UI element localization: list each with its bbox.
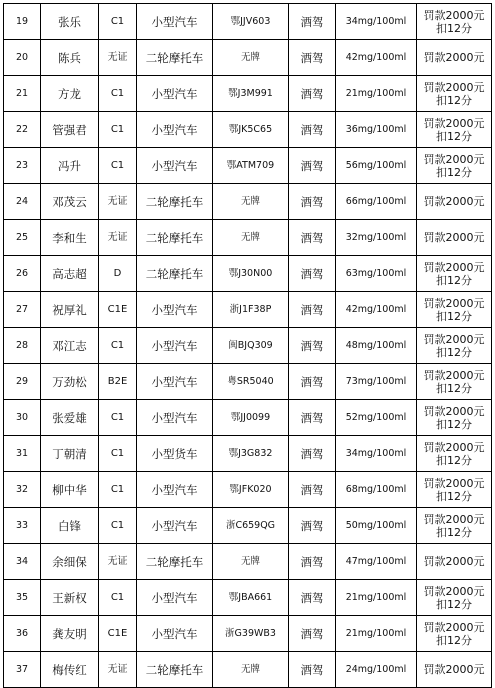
driver-name-cell: 柳中华 [41,472,99,508]
violation-type-cell: 酒驾 [289,652,336,688]
table-row [4,436,492,472]
plate-number-cell: 鄂J30N00 [213,256,289,292]
penalty-cell [417,580,492,616]
violation-type-cell: 酒驾 [289,4,336,40]
penalty-line: 扣12分 [436,489,472,503]
penalty-line: 扣12分 [436,597,472,611]
row-number-cell: 31 [4,436,41,472]
penalty-cell [417,292,492,328]
vehicle-type-cell: 小型汽车 [137,328,213,364]
row-number-cell: 22 [4,112,41,148]
row-number-cell: 30 [4,400,41,436]
alcohol-level-cell: 34mg/100ml [336,4,417,40]
license-class-cell: 无证 [99,220,137,256]
license-class-cell: 无证 [99,544,137,580]
plate-number-cell: 浙G39WB3 [213,616,289,652]
penalty-line: 罚款2000元 [423,195,485,208]
row-number-cell: 28 [4,328,41,364]
table-row [4,616,492,652]
alcohol-level-cell: 34mg/100ml [336,436,417,472]
penalty-line: 罚款2000元 [423,8,485,22]
violation-type-cell: 酒驾 [289,184,336,220]
violation-type-cell: 酒驾 [289,400,336,436]
row-number-cell: 20 [4,40,41,76]
penalty-line: 罚款2000元 [423,332,485,346]
violation-type-cell: 酒驾 [289,40,336,76]
alcohol-level-cell: 42mg/100ml [336,40,417,76]
row-number-cell: 34 [4,544,41,580]
violation-type-cell: 酒驾 [289,76,336,112]
vehicle-type-cell: 小型货车 [137,436,213,472]
violation-type-cell: 酒驾 [289,112,336,148]
vehicle-type-cell: 二轮摩托车 [137,184,213,220]
penalty-line: 罚款2000元 [423,368,485,382]
license-class-cell: C1 [99,76,137,112]
table-row [4,220,492,256]
violation-type-cell: 酒驾 [289,508,336,544]
table-row [4,400,492,436]
plate-number-cell: 鄂J3M991 [213,76,289,112]
penalty-line: 罚款2000元 [423,260,485,274]
driver-name-cell: 冯升 [41,148,99,184]
penalty-cell [417,148,492,184]
table-row [4,472,492,508]
driver-name-cell: 邓茂云 [41,184,99,220]
violation-type-cell: 酒驾 [289,328,336,364]
license-class-cell: 无证 [99,40,137,76]
penalty-cell [417,508,492,544]
vehicle-type-cell: 小型汽车 [137,616,213,652]
plate-number-cell: 鄂JJ0099 [213,400,289,436]
violation-type-cell: 酒驾 [289,616,336,652]
driver-name-cell: 张爱雄 [41,400,99,436]
driver-name-cell: 高志超 [41,256,99,292]
driver-name-cell: 余细保 [41,544,99,580]
penalty-cell [417,112,492,148]
plate-number-cell: 浙J1F38P [213,292,289,328]
penalty-line: 罚款2000元 [423,440,485,454]
alcohol-level-cell: 66mg/100ml [336,184,417,220]
penalty-line: 扣12分 [436,309,472,323]
plate-number-cell: 鄂ATM709 [213,148,289,184]
table-row [4,76,492,112]
row-number-cell: 33 [4,508,41,544]
alcohol-level-cell: 21mg/100ml [336,580,417,616]
alcohol-level-cell: 48mg/100ml [336,328,417,364]
violation-type-cell: 酒驾 [289,364,336,400]
penalty-line: 扣12分 [436,21,472,35]
penalty-line: 罚款2000元 [423,51,485,64]
table-row [4,4,492,40]
license-class-cell: D [99,256,137,292]
driver-name-cell: 梅传红 [41,652,99,688]
row-number-cell: 26 [4,256,41,292]
license-class-cell: C1 [99,436,137,472]
license-class-cell: C1 [99,400,137,436]
violation-type-cell: 酒驾 [289,292,336,328]
driver-name-cell: 龚友明 [41,616,99,652]
driver-name-cell: 张乐 [41,4,99,40]
penalty-cell [417,652,492,688]
penalty-line: 罚款2000元 [423,620,485,634]
alcohol-level-cell: 63mg/100ml [336,256,417,292]
penalty-cell [417,220,492,256]
penalty-line: 扣12分 [436,417,472,431]
penalty-cell [417,364,492,400]
vehicle-type-cell: 小型汽车 [137,292,213,328]
vehicle-type-cell: 小型汽车 [137,364,213,400]
violation-type-cell: 酒驾 [289,220,336,256]
penalty-line: 罚款2000元 [423,404,485,418]
penalty-line: 扣12分 [436,273,472,287]
violation-type-cell: 酒驾 [289,148,336,184]
penalty-cell [417,184,492,220]
driver-name-cell: 方龙 [41,76,99,112]
driver-name-cell: 万劲松 [41,364,99,400]
penalty-line: 罚款2000元 [423,296,485,310]
plate-number-cell: 粤SR5040 [213,364,289,400]
driver-name-cell: 管强君 [41,112,99,148]
table-row [4,364,492,400]
penalty-cell [417,436,492,472]
penalty-line: 罚款2000元 [423,663,485,676]
alcohol-level-cell: 47mg/100ml [336,544,417,580]
driver-name-cell: 李和生 [41,220,99,256]
penalty-line: 扣12分 [436,93,472,107]
penalty-line: 罚款2000元 [423,152,485,166]
vehicle-type-cell: 小型汽车 [137,400,213,436]
penalty-cell [417,472,492,508]
alcohol-level-cell: 73mg/100ml [336,364,417,400]
penalty-line: 罚款2000元 [423,512,485,526]
driver-name-cell: 白锋 [41,508,99,544]
penalty-cell [417,544,492,580]
alcohol-level-cell: 50mg/100ml [336,508,417,544]
vehicle-type-cell: 小型汽车 [137,580,213,616]
row-number-cell: 35 [4,580,41,616]
alcohol-level-cell: 52mg/100ml [336,400,417,436]
driver-name-cell: 陈兵 [41,40,99,76]
license-class-cell: 无证 [99,184,137,220]
penalty-cell [417,328,492,364]
table-row [4,40,492,76]
penalty-line: 扣12分 [436,165,472,179]
penalty-cell [417,40,492,76]
row-number-cell: 19 [4,4,41,40]
vehicle-type-cell: 小型汽车 [137,112,213,148]
table-row [4,580,492,616]
vehicle-type-cell: 小型汽车 [137,472,213,508]
row-number-cell: 25 [4,220,41,256]
alcohol-level-cell: 36mg/100ml [336,112,417,148]
alcohol-level-cell: 21mg/100ml [336,616,417,652]
license-class-cell: C1 [99,328,137,364]
penalty-line: 扣12分 [436,129,472,143]
license-class-cell: C1 [99,508,137,544]
penalty-cell [417,4,492,40]
table-row [4,508,492,544]
penalty-cell [417,256,492,292]
plate-number-cell: 无牌 [213,544,289,580]
plate-number-cell: 无牌 [213,184,289,220]
violation-type-cell: 酒驾 [289,580,336,616]
penalty-line: 扣12分 [436,381,472,395]
plate-number-cell: 无牌 [213,220,289,256]
vehicle-type-cell: 二轮摩托车 [137,544,213,580]
vehicle-type-cell: 二轮摩托车 [137,652,213,688]
plate-number-cell: 无牌 [213,652,289,688]
violation-type-cell: 酒驾 [289,544,336,580]
table-row [4,184,492,220]
vehicle-type-cell: 小型汽车 [137,148,213,184]
row-number-cell: 32 [4,472,41,508]
penalty-line: 扣12分 [436,633,472,647]
alcohol-level-cell: 24mg/100ml [336,652,417,688]
plate-number-cell: 闽BJQ309 [213,328,289,364]
table-row [4,112,492,148]
row-number-cell: 23 [4,148,41,184]
row-number-cell: 24 [4,184,41,220]
plate-number-cell: 鄂JJV603 [213,4,289,40]
license-class-cell: C1 [99,472,137,508]
penalty-line: 罚款2000元 [423,116,485,130]
row-number-cell: 27 [4,292,41,328]
plate-number-cell: 鄂JBA661 [213,580,289,616]
license-class-cell: B2E [99,364,137,400]
penalty-cell [417,400,492,436]
license-class-cell: C1 [99,580,137,616]
license-class-cell: C1E [99,292,137,328]
table-row [4,328,492,364]
driver-name-cell: 邓江志 [41,328,99,364]
plate-number-cell: 鄂JFK020 [213,472,289,508]
table-body [4,4,492,688]
penalty-line: 扣12分 [436,453,472,467]
table-row [4,256,492,292]
violation-type-cell: 酒驾 [289,256,336,292]
license-class-cell: C1 [99,4,137,40]
vehicle-type-cell: 小型汽车 [137,76,213,112]
row-number-cell: 37 [4,652,41,688]
penalty-line: 扣12分 [436,345,472,359]
penalty-cell [417,616,492,652]
row-number-cell: 29 [4,364,41,400]
plate-number-cell: 无牌 [213,40,289,76]
table-row [4,148,492,184]
row-number-cell: 21 [4,76,41,112]
license-class-cell: C1 [99,148,137,184]
plate-number-cell: 鄂J3G832 [213,436,289,472]
plate-number-cell: 鄂JK5C65 [213,112,289,148]
alcohol-level-cell: 21mg/100ml [336,76,417,112]
penalty-line: 扣12分 [436,525,472,539]
penalty-line: 罚款2000元 [423,584,485,598]
table-row [4,292,492,328]
license-class-cell: 无证 [99,652,137,688]
alcohol-level-cell: 42mg/100ml [336,292,417,328]
row-number-cell: 36 [4,616,41,652]
vehicle-type-cell: 小型汽车 [137,508,213,544]
violation-type-cell: 酒驾 [289,436,336,472]
alcohol-level-cell: 32mg/100ml [336,220,417,256]
plate-number-cell: 浙C659QG [213,508,289,544]
license-class-cell: C1 [99,112,137,148]
violation-type-cell: 酒驾 [289,472,336,508]
penalty-cell [417,76,492,112]
driver-name-cell: 祝厚礼 [41,292,99,328]
vehicle-type-cell: 二轮摩托车 [137,220,213,256]
violations-table [3,3,492,688]
table-row [4,652,492,688]
penalty-line: 罚款2000元 [423,231,485,244]
alcohol-level-cell: 56mg/100ml [336,148,417,184]
vehicle-type-cell: 小型汽车 [137,4,213,40]
vehicle-type-cell: 二轮摩托车 [137,256,213,292]
penalty-line: 罚款2000元 [423,555,485,568]
alcohol-level-cell: 68mg/100ml [336,472,417,508]
penalty-line: 罚款2000元 [423,476,485,490]
driver-name-cell: 王新权 [41,580,99,616]
table-row [4,544,492,580]
license-class-cell: C1E [99,616,137,652]
vehicle-type-cell: 二轮摩托车 [137,40,213,76]
driver-name-cell: 丁朝清 [41,436,99,472]
penalty-line: 罚款2000元 [423,80,485,94]
